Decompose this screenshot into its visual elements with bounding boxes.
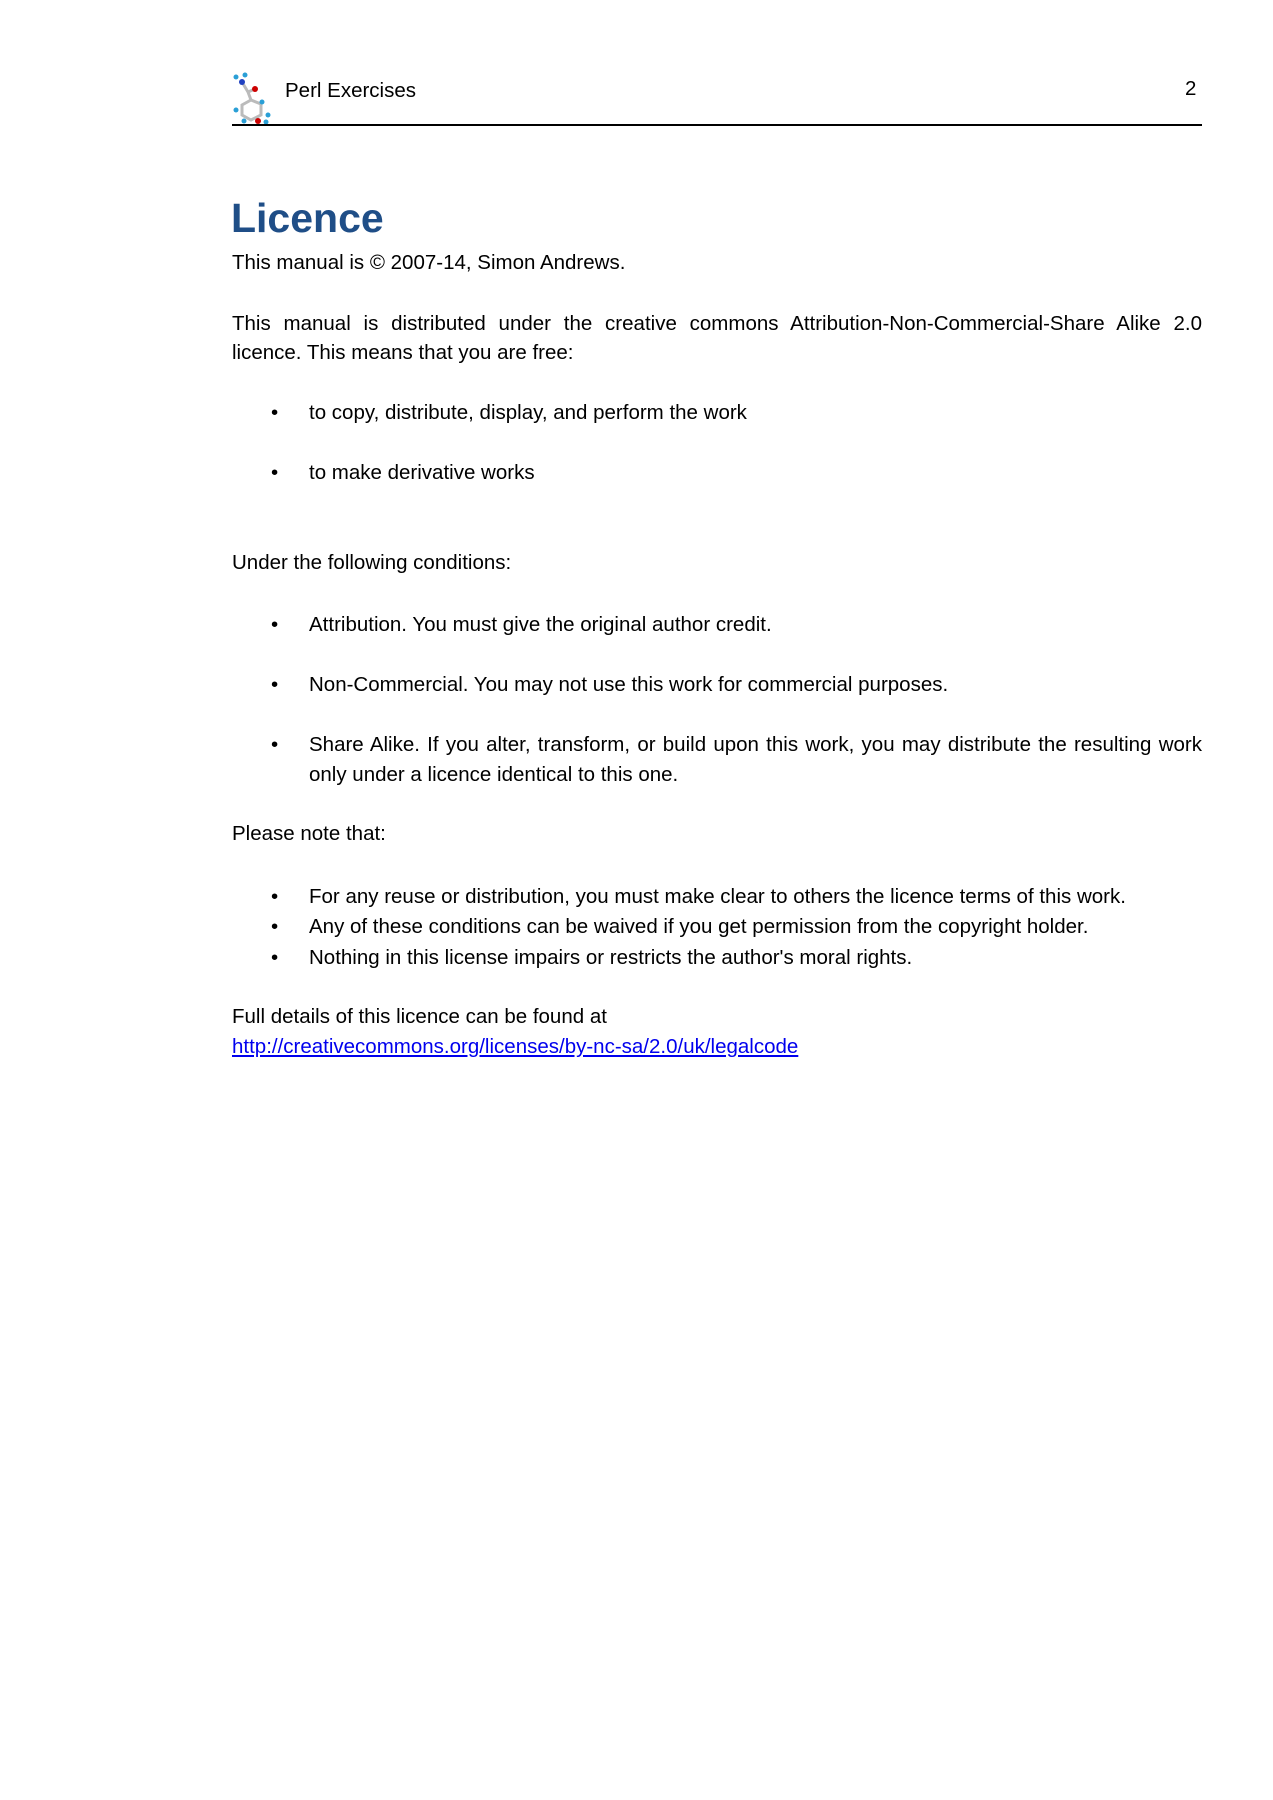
list-item: to make derivative works (309, 461, 535, 484)
list-item: Nothing in this license impairs or restricts the author's moral rights. (309, 946, 913, 969)
header-title: Perl Exercises (285, 79, 417, 102)
list-item: Non-Commercial. You may not use this work for commercial purposes. (309, 673, 949, 696)
notes-label: Please note that: (232, 822, 386, 845)
bullet: • (271, 885, 279, 908)
list-item: to copy, distribute, display, and perform the work (309, 401, 747, 424)
bullet: • (271, 673, 279, 696)
bullet: • (271, 946, 279, 969)
licence-link[interactable]: http://creativecommons.org/licenses/by-nc-sa/2.0/uk/legalcode (232, 1035, 799, 1058)
header-rule (232, 124, 1202, 126)
copyright-line: This manual is © 2007-14, Simon Andrews. (232, 251, 626, 274)
list-item: Share Alike. If you alter, transform, or build upon this work, you may distribute the resulting work only under a licence identical to this one. (309, 733, 1202, 786)
bullet: • (271, 915, 279, 938)
conditions-label: Under the following conditions: (232, 551, 512, 574)
list-item: For any reuse or distribution, you must make clear to others the licence terms of this work. (309, 885, 1126, 908)
bullet: • (271, 733, 279, 756)
bullet: • (271, 401, 279, 424)
details-text: Full details of this licence can be found at (232, 1005, 607, 1028)
bullet: • (271, 613, 279, 636)
intro-paragraph: This manual is distributed under the creative commons Attribution-Non-Commercial-Share Alike 2.0 licence. This means that you are free: (232, 312, 1202, 364)
page-title: Licence (231, 195, 384, 241)
list-item: Attribution. You must give the original author credit. (309, 613, 772, 636)
page-number: 2 (1185, 77, 1197, 100)
bullet: • (271, 461, 279, 484)
molecule-logo (233, 72, 273, 124)
list-item: Any of these conditions can be waived if you get permission from the copyright holder. (309, 915, 1089, 938)
